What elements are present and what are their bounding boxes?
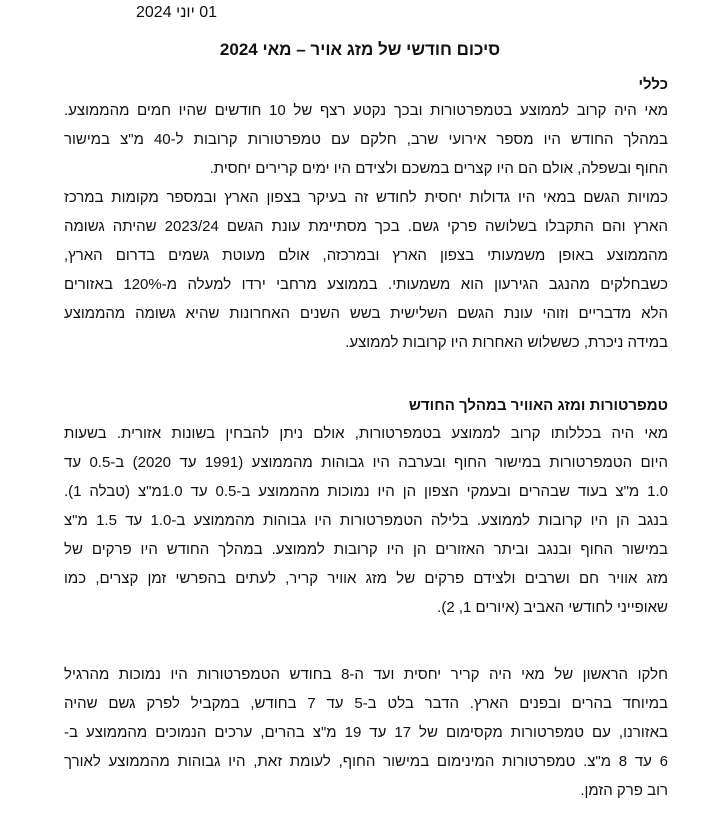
section-heading-general: כללי (638, 76, 668, 93)
text-line: במידה ניכרת, כששלוש האחרות היו קרובות לממוצע. (345, 334, 668, 351)
text-line: במישור החוף ובנגב וביתר האזורים הן היו קרובות לממוצע. במהלך החודש היו פרקים של (64, 541, 668, 558)
text-line: רוב פרק הזמן. (580, 782, 668, 799)
document-title: סיכום חודשי של מזג אויר – מאי 2024 (219, 40, 501, 59)
text-line: מזג אוויר חם ושרבים ולצידם פרקים של מזג אוויר קריר, לעתים בהפרשי זמן קצרים, כמו (64, 570, 668, 587)
text-line: כשבחלקים מהנגב הגירעון הוא משמעותי. בממוצע מרחבי ירדו למעלה מ-120% באזורים (64, 276, 668, 293)
text-line: הלא מדבריים וזוהי עונת הגשם השלישית בשש השנים האחרונות שהיא גשומה מהממוצע (64, 305, 668, 322)
text-line: במהלך החודש היו מספר אירועי שרב, חלקם עם טמפרטורות קרובות ל-40 מ"צ במישור (64, 131, 668, 148)
section-heading-temperatures: טמפרטורות ומזג האוויר במהלך החודש (408, 397, 668, 414)
text-line: שאופייני לחודשי האביב (איורים 1, 2). (437, 599, 668, 616)
text-line: היום הטמפרטורות במישור החוף ובערבה היו גבוהות מהממוצע (1991 עד 2020) ב-0.5 עד (64, 454, 668, 471)
text-line: חלקו הראשון של מאי היה קריר יחסית ועד ה-8 בחודש הטמפרטורות היו נמוכות מהרגיל (64, 666, 668, 683)
paragraph-temperatures-2 (64, 660, 668, 805)
text-line: מאי היה קרוב לממוצע בטמפרטורות ובכך נקטע רצף של 10 חודשים שהיו חמים מהממוצע. (64, 102, 668, 119)
text-line: במיוחד בהרים ובפנים הארץ. הדבר בלט ב-5 עד 7 בחודש, במקביל לפרק גשם שהיה (64, 695, 668, 712)
text-line: מהממוצע באופן משמעותי בצפון הארץ ובמרכזה, אולם מעוטת גשמים בדרום הארץ, (64, 247, 668, 264)
paragraph-general (64, 96, 668, 357)
text-line: כמויות הגשם במאי היו גדולות יחסית לחודש זה בעיקר בצפון הארץ ובמספר מקומות במרכז (64, 189, 668, 206)
paragraph-temperatures-1 (64, 419, 668, 622)
document-date: 01 יוני 2024 (136, 4, 217, 21)
text-line: 1.0 מ"צ בעוד שבהרים ובעמקי הצפון הן היו נמוכות מהממוצע ב-0.5 עד 1.0מ"צ (טבלה 1). (64, 483, 668, 500)
text-line: באזורנו, עם טמפרטורות מקסימום של 17 עד 19 מ"צ בהרים, ערכים הנמוכים מהממוצע ב- (64, 724, 668, 741)
text-line: בנגב הן היו קרובות לממוצע. בלילה הטמפרטורות היו גבוהות מהממוצע ב-1.0 עד 1.5 מ"צ (64, 512, 668, 529)
text-line: 6 עד 8 מ"צ. טמפרטורות המינימום במישור החוף, לעומת זאת, היו גבוהות מהממוצע לאורך (64, 753, 668, 770)
text-line: הארץ והם התקבלו בשלושה פרקי גשם. בכך מסתיימת עונת הגשם 2023/24 שהיתה גשומה (64, 218, 668, 235)
text-line: מאי היה בכללותו קרוב לממוצע בטמפרטורות, אולם ניתן להבחין בשונות אזורית. בשעות (64, 425, 668, 442)
text-line: החוף ובשפלה, אולם הם היו קצרים במשכם ולצידם היו ימים קרירים יחסית. (209, 160, 668, 177)
